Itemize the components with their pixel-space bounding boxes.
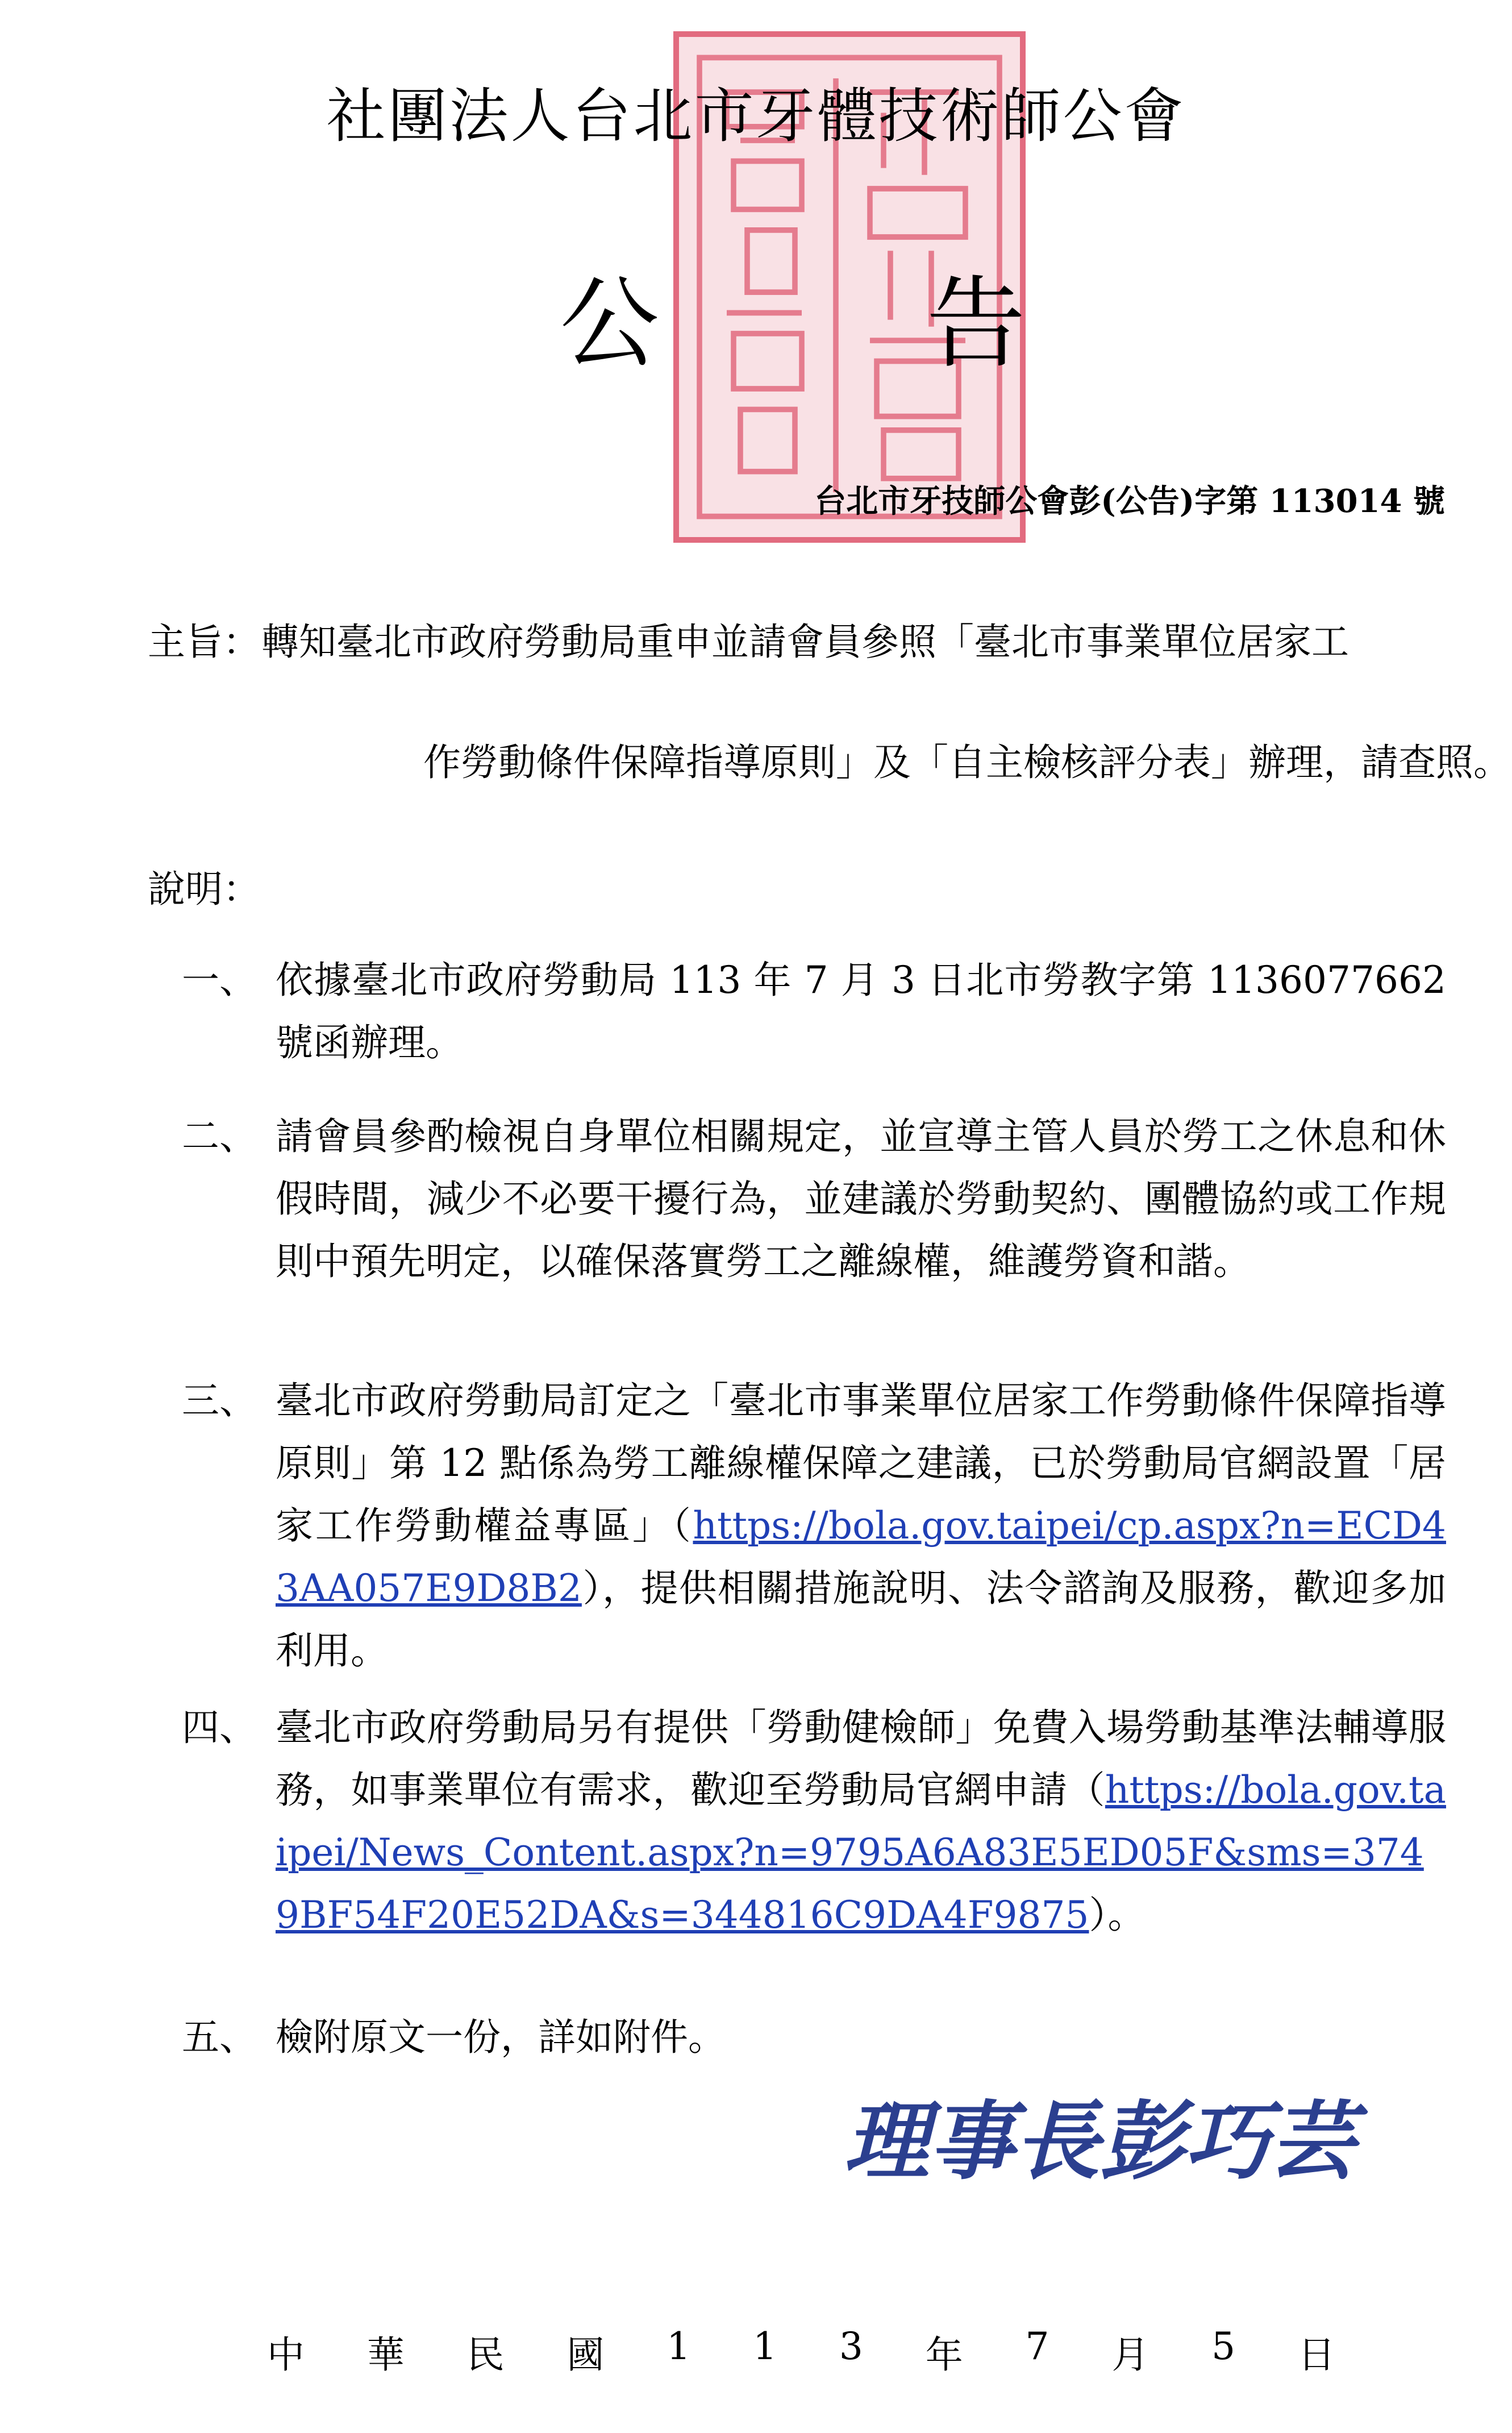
- subject-line-2: 作勞動條件保障指導原則」及「自主檢核評分表」辦理，請查照。: [423, 741, 1511, 784]
- chairperson-signature: [838, 2057, 1452, 2216]
- item-text-part: ）。: [1089, 1893, 1146, 1937]
- labor-rights-zone-link[interactable]: https://bola.gov.taipei/cp.aspx?n=ECD43AA057E9D8B2: [276, 1504, 1446, 1610]
- item-text: 依據臺北市政府勞動局 113 年 7 月 3 日北市勞教字第 1136077662 號函辦理。: [276, 958, 1446, 1064]
- item-number: 三、: [182, 1379, 257, 1423]
- item-number: 四、: [182, 1706, 257, 1749]
- description-label: 說明：: [148, 867, 260, 911]
- date-char: 1: [667, 2324, 691, 2368]
- date-char: 7: [1025, 2324, 1049, 2368]
- date-char: 日: [1297, 2333, 1335, 2377]
- item-text-part: 臺北市政府勞動局另有提供「勞動健檢師」免費入場勞動基準法輔導服務，如事業單位有需求，歡迎至勞動局官網申請（: [276, 1706, 1446, 1812]
- date-char: 華: [366, 2333, 405, 2377]
- item-text-part: ），提供相關措施說明、法令諮詢及服務，歡迎多加利用。: [276, 1566, 1446, 1673]
- item-text: 檢附原文一份，詳如附件。: [276, 2015, 726, 2059]
- item-text: [276, 1370, 1446, 1682]
- item-number: 五、: [182, 2015, 257, 2059]
- announcement-heading-left: 公: [560, 267, 659, 382]
- labor-checkup-apply-link[interactable]: https://bola.gov.taipei/News_Content.aspx?n=9795A6A83E5ED05F&sms=3749BF54F20E52DA&s=344816C9DA4F9875: [276, 1768, 1446, 1937]
- date-char: 中: [267, 2333, 305, 2377]
- date-char: 年: [925, 2333, 963, 2377]
- organization-title: 社團法人台北市牙體技術師公會: [326, 81, 1186, 151]
- subject-label: 主旨：: [148, 620, 260, 664]
- date-char: 5: [1211, 2324, 1236, 2368]
- issue-date: [267, 2324, 1335, 2378]
- item-text: [276, 1696, 1446, 1947]
- announcement-heading-right: 告: [926, 267, 1026, 382]
- document-number: 台北市牙技師公會彭(公告)字第 113014 號: [814, 483, 1445, 520]
- date-char: 3: [839, 2324, 863, 2368]
- date-char: 月: [1111, 2333, 1149, 2377]
- signature-text: 理事長彭巧芸: [844, 2091, 1356, 2191]
- date-char: 1: [753, 2324, 777, 2368]
- item-text: 請會員參酌檢視自身單位相關規定，並宣導主管人員於勞工之休息和休假時間，減少不必要干擾行為，並建議於勞動契約、團體協約或工作規則中預先明定，以確保落實勞工之離線權，維護勞資和諧。: [276, 1114, 1446, 1283]
- date-char: 國: [567, 2333, 605, 2377]
- date-char: 民: [466, 2333, 505, 2377]
- subject-line-1: 轉知臺北市政府勞動局重申並請會員參照「臺北市事業單位居家工: [261, 620, 1349, 664]
- item-text-part: 臺北市政府勞動局訂定之「臺北市事業單位居家工作勞動條件保障指導原則」第 12 點係為勞工離線權保障之建議，已於勞動局官網設置「居家工作勞動權益專區」（: [276, 1379, 1446, 1548]
- item-number: 一、: [182, 958, 257, 1002]
- item-number: 二、: [182, 1114, 257, 1158]
